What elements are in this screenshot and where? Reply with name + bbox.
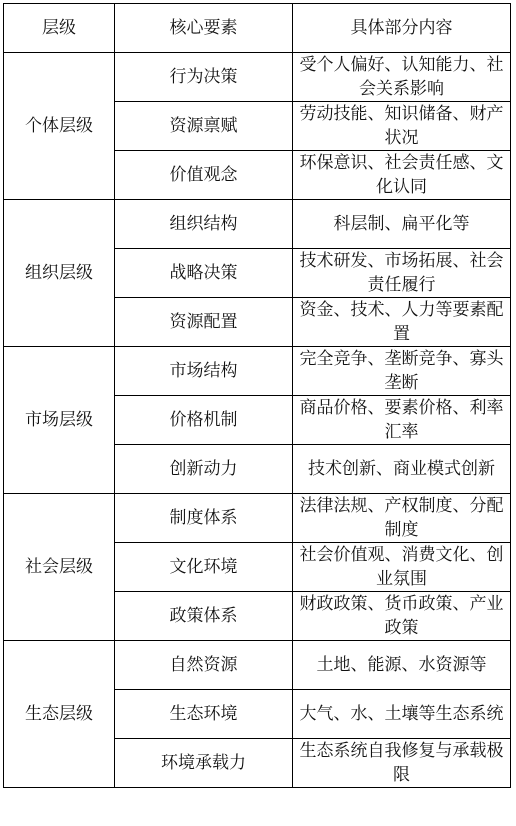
table-row [4,494,511,543]
content-cell: 社会价值观、消费文化、创业氛围 [293,543,511,592]
level-cell: 市场层级 [4,347,115,494]
content-cell: 大气、水、土壤等生态系统 [293,690,511,739]
level-cell: 个体层级 [4,53,115,200]
element-cell: 自然资源 [115,641,293,690]
content-cell: 科层制、扁平化等 [293,200,511,249]
element-cell: 价格机制 [115,396,293,445]
framework-table [3,3,511,788]
element-cell: 生态环境 [115,690,293,739]
element-cell: 资源禀赋 [115,102,293,151]
element-cell: 组织结构 [115,200,293,249]
element-cell: 战略决策 [115,249,293,298]
content-cell: 环保意识、社会责任感、文化认同 [293,151,511,200]
content-cell: 法律法规、产权制度、分配制度 [293,494,511,543]
content-cell: 受个人偏好、认知能力、社会关系影响 [293,53,511,102]
header-content: 具体部分内容 [293,4,511,53]
table-row [4,53,511,102]
element-cell: 制度体系 [115,494,293,543]
element-cell: 政策体系 [115,592,293,641]
content-cell: 土地、能源、水资源等 [293,641,511,690]
element-cell: 环境承载力 [115,739,293,788]
element-cell: 创新动力 [115,445,293,494]
table-row [4,200,511,249]
content-cell: 技术研发、市场拓展、社会责任履行 [293,249,511,298]
content-cell: 财政政策、货币政策、产业政策 [293,592,511,641]
content-cell: 劳动技能、知识储备、财产状况 [293,102,511,151]
content-cell: 完全竞争、垄断竞争、寡头垄断 [293,347,511,396]
table-row [4,347,511,396]
element-cell: 行为决策 [115,53,293,102]
level-cell: 生态层级 [4,641,115,788]
element-cell: 文化环境 [115,543,293,592]
header-level: 层级 [4,4,115,53]
element-cell: 价值观念 [115,151,293,200]
level-cell: 组织层级 [4,200,115,347]
content-cell: 商品价格、要素价格、利率汇率 [293,396,511,445]
element-cell: 资源配置 [115,298,293,347]
content-cell: 生态系统自我修复与承载极限 [293,739,511,788]
table-row [4,641,511,690]
header-core-element: 核心要素 [115,4,293,53]
content-cell: 资金、技术、人力等要素配置 [293,298,511,347]
header-row [4,4,511,53]
level-cell: 社会层级 [4,494,115,641]
content-cell: 技术创新、商业模式创新 [293,445,511,494]
element-cell: 市场结构 [115,347,293,396]
